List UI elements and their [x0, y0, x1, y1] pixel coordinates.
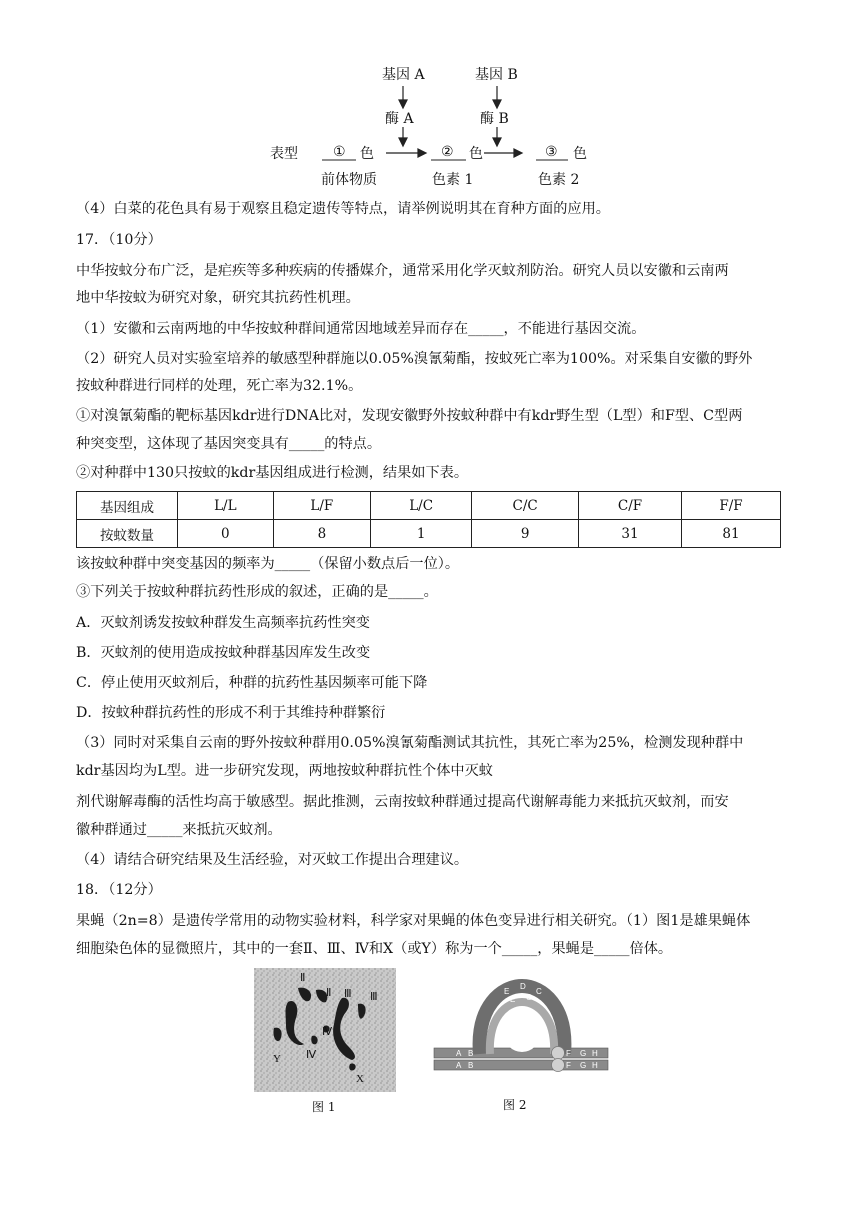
color-char-1: 色 [360, 146, 374, 162]
table-cell: 9 [472, 520, 579, 548]
fig2-gene-label: F [566, 1061, 571, 1070]
fig1-label: Ⅱ [300, 972, 306, 984]
table-row [77, 520, 781, 548]
fig2-gene-label: B [468, 1049, 474, 1058]
fig2-gene-label: A [456, 1049, 462, 1058]
option-b: B．灭蚊剂的使用造成按蚊种群基因库发生改变 [76, 645, 371, 661]
q18-intro-line2: 细胞染色体的显微照片，其中的一套Ⅱ、Ⅲ、Ⅳ和X（或Y）称为一个_____，果蝇是_____倍体。 [76, 941, 673, 957]
option-c: C．停止使用灭蚊剂后，种群的抗药性基因频率可能下降 [76, 675, 428, 691]
q18-intro-line1: 果蝇（2n=8）是遗传学常用的动物实验材料，科学家对果蝇的体色变异进行相关研究。（1）图1是雄果蝇体 [76, 913, 751, 929]
q17-part3-line1: （3）同时对采集自云南的野外按蚊种群用0.05%溴氰菊酯测试其抗性，其死亡率为25%，检测发现种群中 [76, 735, 744, 751]
precursor-label: 前体物质 [321, 172, 377, 188]
table-cell: L/C [371, 492, 472, 520]
fig1-label: X [356, 1073, 364, 1085]
q17-sub1-line1: ①对溴氰菊酯的靶标基因kdr进行DNA比对，发现安徽野外按蚊种群中有kdr野生型（L型）和F型、C型两 [76, 408, 743, 424]
fig2-loop-label: C [526, 993, 532, 1002]
q17-part1: （1）安徽和云南两地的中华按蚊种群间通常因地域差异而存在_____，不能进行基因交流。 [76, 321, 646, 337]
color-char-2: 色 [469, 146, 483, 162]
gene-a-label: 基因 A [382, 67, 425, 83]
gene-b-label: 基因 B [475, 67, 518, 83]
genotype-table [76, 491, 781, 548]
fig2-gene-label: G [580, 1061, 587, 1070]
blank-3: ③ [545, 144, 558, 160]
q17-part2-line2: 按蚊种群进行同样的处理，死亡率为32.1%。 [76, 378, 363, 394]
fig2-loop-label: E [504, 987, 510, 996]
table-cell: C/F [579, 492, 682, 520]
chromosome-micrograph-image [254, 968, 396, 1092]
fig1-label: Ⅲ [370, 991, 378, 1003]
table-cell: L/F [273, 492, 370, 520]
table-cell: 1 [371, 520, 472, 548]
q17-part3-line4: 徽种群通过_____来抵抗灭蚊剂。 [76, 822, 282, 838]
table-cell: 31 [579, 520, 682, 548]
fig2-loop-label: D [520, 982, 526, 991]
q17-part4: （4）请结合研究结果及生活经验，对灭蚊工作提出合理建议。 [76, 852, 469, 868]
table-cell: F/F [681, 492, 780, 520]
q17-part3-line2: kdr基因均为L型。进一步研究发现，两地按蚊种群抗性个体中灭蚊 [76, 763, 493, 779]
fig2-gene-label: F [566, 1049, 571, 1058]
color-char-3: 色 [573, 146, 587, 162]
fig1-label: Ⅲ [344, 988, 352, 1000]
figure-1-caption: 图 1 [312, 1100, 336, 1114]
fig1-label: Ⅳ [322, 1026, 333, 1038]
q17-part3-line3: 剂代谢解毒酶的活性均高于敏感型。据此推测，云南按蚊种群通过提高代谢解毒能力来抵抗灭蚊剂，而安 [76, 794, 729, 810]
fig2-gene-label: G [580, 1049, 587, 1058]
fig2-gene-label: A [456, 1061, 462, 1070]
fig1-label: Ⅱ [326, 987, 332, 999]
pathway-arrows [0, 0, 860, 200]
q17-sub1-line2: 种突变型，这体现了基因突变具有_____的特点。 [76, 436, 382, 452]
fig2-loop-label: C [536, 987, 542, 996]
fig2-gene-label: H [592, 1061, 598, 1070]
option-d: D．按蚊种群抗药性的形成不利于其维持种群繁衍 [76, 705, 386, 721]
q17-sub2: ②对种群中130只按蚊的kdr基因组成进行检测，结果如下表。 [76, 465, 469, 481]
q17-sub3: ③下列关于按蚊种群抗药性形成的叙述，正确的是_____。 [76, 584, 438, 600]
blank-2: ② [441, 144, 454, 160]
enzyme-b-label: 酶 B [480, 111, 509, 127]
blank-1: ① [333, 144, 346, 160]
row-header-count: 按蚊数量 [77, 520, 178, 548]
fig1-label: Y [273, 1053, 281, 1065]
q18-number: 18．（12分） [76, 882, 162, 898]
figure-1-chromosome-photo [254, 968, 396, 1092]
table-cell: L/L [178, 492, 274, 520]
q17-intro-line2: 地中华按蚊为研究对象，研究其抗药性机理。 [76, 290, 360, 306]
q17-part2-line1: （2）研究人员对实验室培养的敏感型种群施以0.05%溴氰菊酯，按蚊死亡率为100%。对采集自安徽的野外 [76, 351, 753, 367]
q17-after-table: 该按蚊种群中突变基因的频率为_____（保留小数点后一位）。 [76, 556, 460, 572]
pigment1-label: 色素 1 [432, 172, 474, 188]
option-a: A．灭蚊剂诱发按蚊种群发生高频率抗药性突变 [76, 615, 370, 631]
table-cell: 8 [273, 520, 370, 548]
table-cell: C/C [472, 492, 579, 520]
table-row [77, 492, 781, 520]
figure-2-caption: 图 2 [503, 1098, 527, 1112]
q17-intro-line1: 中华按蚊分布广泛，是疟疾等多种疾病的传播媒介，通常采用化学灭蚊剂防治。研究人员以安徽和云南两 [76, 263, 729, 279]
fig2-gene-label: H [592, 1049, 598, 1058]
fig2-gene-label: B [468, 1061, 474, 1070]
chromosome-loop-diagram [432, 976, 612, 1076]
phenotype-label: 表型 [270, 146, 298, 162]
figure-2-chromosome-loop [432, 976, 612, 1076]
q16-part4: （4）白菜的花色具有易于观察且稳定遗传等特点，请举例说明其在育种方面的应用。 [76, 201, 610, 217]
table-cell: 81 [681, 520, 780, 548]
fig2-loop-label: E [510, 995, 516, 1004]
table-cell: 0 [178, 520, 274, 548]
row-header-genotype: 基因组成 [77, 492, 178, 520]
q17-number: 17．（10分） [76, 232, 162, 248]
enzyme-a-label: 酶 A [385, 111, 414, 127]
fig1-label: Ⅳ [306, 1049, 317, 1061]
pigment2-label: 色素 2 [538, 172, 580, 188]
